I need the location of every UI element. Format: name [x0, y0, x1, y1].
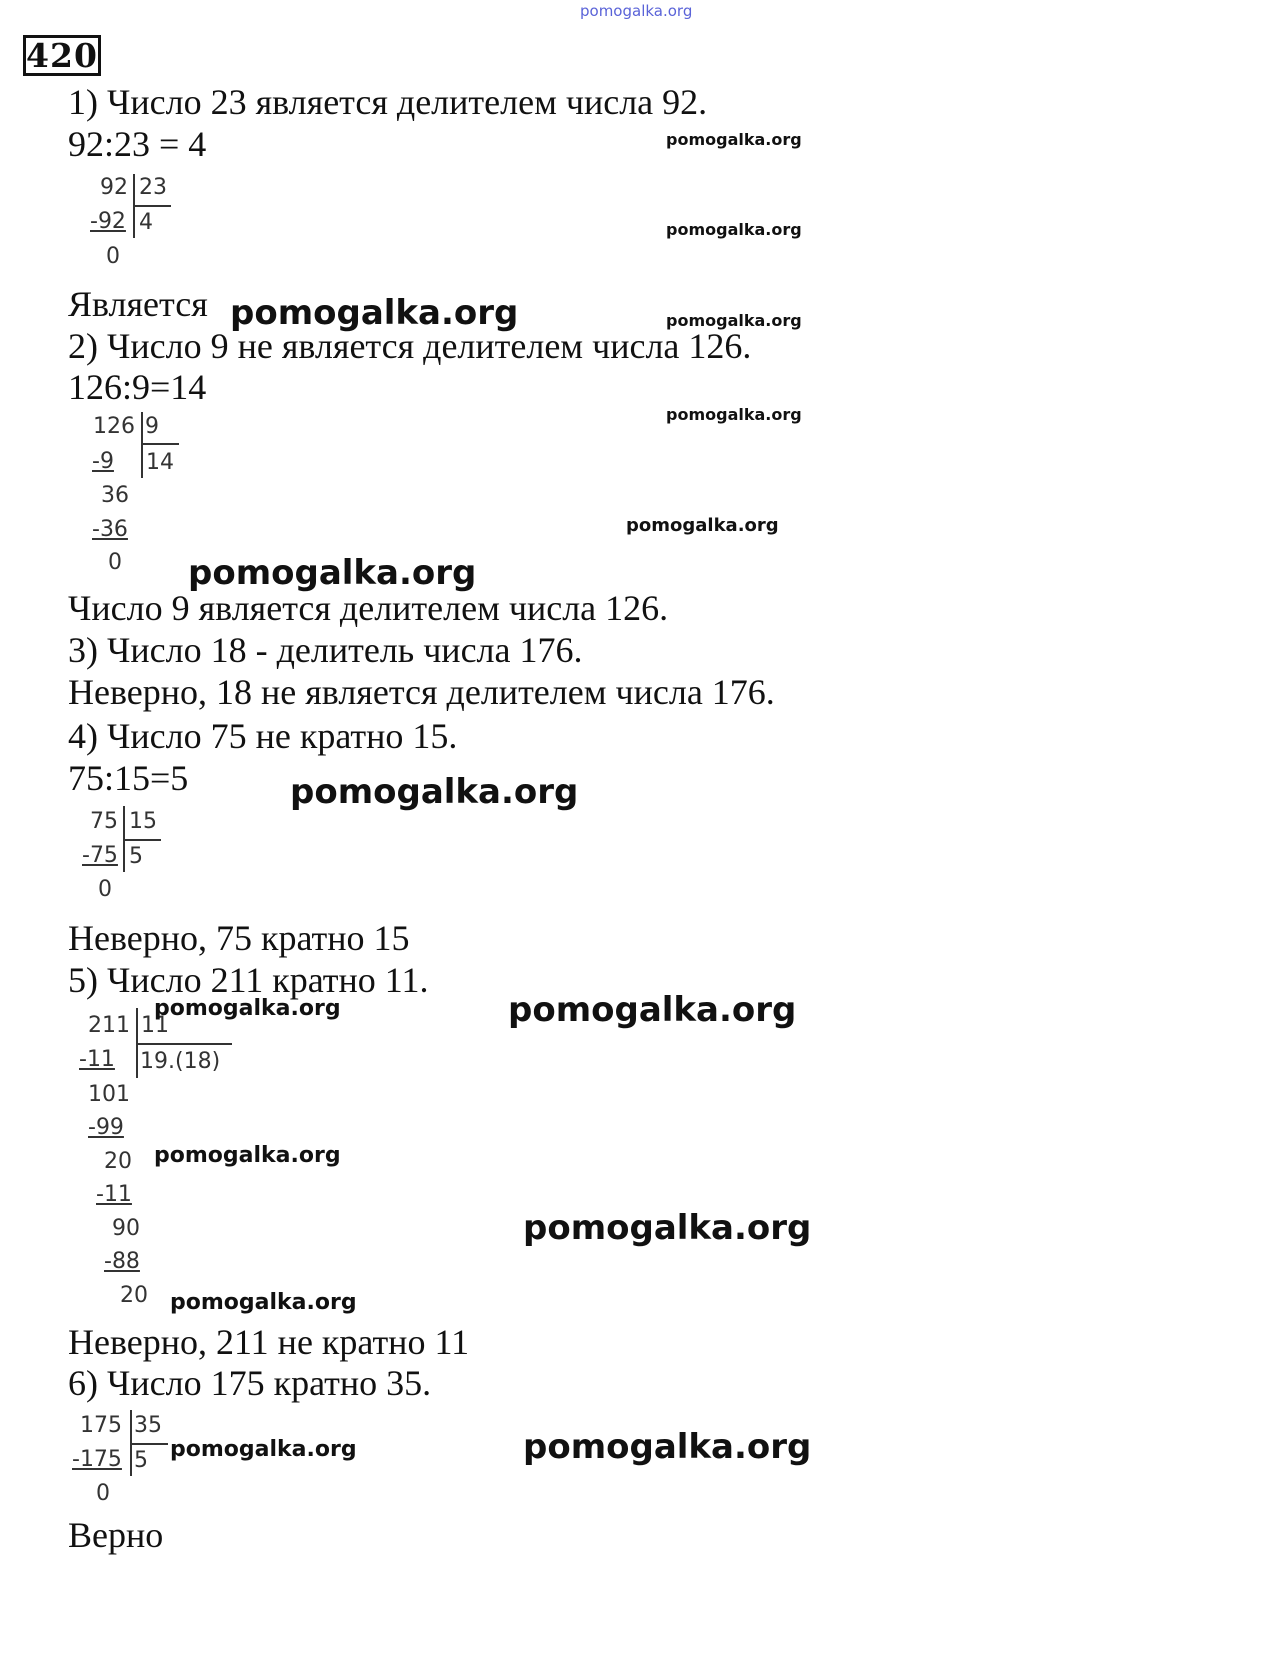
answer-5: Неверно, 211 не кратно 11 — [68, 1322, 470, 1362]
remainder: 90 — [112, 1216, 140, 1241]
answer-1: Является — [68, 284, 208, 324]
subtrahend: -9 — [92, 449, 114, 474]
dividend: 75 — [90, 809, 118, 834]
watermark: pomogalka.org — [523, 1427, 812, 1467]
equation-2: 126:9=14 — [68, 367, 207, 407]
dividend: 175 — [80, 1413, 122, 1438]
watermark: pomogalka.org — [170, 1290, 357, 1315]
subtrahend: -11 — [96, 1182, 132, 1207]
quotient: 19.(18) — [140, 1049, 221, 1074]
watermark: pomogalka.org — [230, 293, 519, 333]
statement-3: 3) Число 18 - делитель числа 176. — [68, 630, 583, 670]
division-bar — [133, 205, 171, 207]
watermark: pomogalka.org — [523, 1208, 812, 1248]
divisor: 15 — [129, 809, 157, 834]
statement-4: 4) Число 75 не кратно 15. — [68, 716, 458, 756]
remainder: 0 — [98, 877, 112, 902]
quotient: 5 — [129, 844, 143, 869]
remainder: 36 — [101, 483, 129, 508]
division-bar — [141, 443, 179, 445]
subtrahend: -75 — [82, 843, 118, 868]
remainder: 0 — [96, 1481, 110, 1506]
quotient: 14 — [146, 450, 174, 475]
answer-3: Неверно, 18 не является делителем числа 176. — [68, 672, 775, 712]
remainder: 20 — [120, 1283, 148, 1308]
watermark: pomogalka.org — [666, 130, 802, 149]
watermark: pomogalka.org — [508, 990, 797, 1030]
remainder: 0 — [108, 550, 122, 575]
answer-6: Верно — [68, 1515, 164, 1555]
dividend: 126 — [93, 414, 135, 439]
statement-2: 2) Число 9 не является делителем числа 126. — [68, 326, 752, 366]
divisor: 11 — [141, 1013, 169, 1038]
equation-1: 92:23 = 4 — [68, 124, 207, 164]
remainder: 101 — [88, 1082, 130, 1107]
watermark: pomogalka.org — [666, 311, 802, 330]
problem-number: 420 — [23, 35, 101, 76]
answer-4: Неверно, 75 кратно 15 — [68, 918, 410, 958]
remainder: 20 — [104, 1149, 132, 1174]
watermark: pomogalka.org — [666, 405, 802, 424]
quotient: 5 — [134, 1448, 148, 1473]
statement-1: 1) Число 23 является делителем числа 92. — [68, 82, 708, 122]
watermark-top: pomogalka.org — [580, 2, 693, 20]
watermark: pomogalka.org — [170, 1437, 357, 1462]
statement-6: 6) Число 175 кратно 35. — [68, 1363, 432, 1403]
subtrahend: -99 — [88, 1115, 124, 1140]
divisor: 35 — [134, 1413, 162, 1438]
division-bar — [136, 1043, 232, 1045]
quotient: 4 — [139, 210, 153, 235]
division-bar — [123, 839, 161, 841]
equation-4: 75:15=5 — [68, 758, 189, 798]
subtrahend: -92 — [90, 209, 126, 234]
division-bar — [130, 1443, 168, 1445]
dividend: 211 — [88, 1013, 130, 1038]
answer-2: Число 9 является делителем числа 126. — [68, 588, 669, 628]
remainder: 0 — [106, 244, 120, 269]
subtrahend: -88 — [104, 1249, 140, 1274]
dividend: 92 — [100, 175, 128, 200]
divisor: 23 — [139, 175, 167, 200]
watermark: pomogalka.org — [154, 996, 341, 1021]
division-bar — [141, 412, 143, 478]
watermark: pomogalka.org — [188, 553, 477, 593]
subtrahend: -36 — [92, 517, 128, 542]
watermark: pomogalka.org — [290, 772, 579, 812]
divisor: 9 — [145, 414, 159, 439]
subtrahend: -175 — [72, 1447, 122, 1472]
watermark: pomogalka.org — [666, 220, 802, 239]
statement-5: 5) Число 211 кратно 11. — [68, 960, 429, 1000]
watermark: pomogalka.org — [154, 1143, 341, 1168]
subtrahend: -11 — [79, 1047, 115, 1072]
watermark: pomogalka.org — [626, 515, 779, 536]
